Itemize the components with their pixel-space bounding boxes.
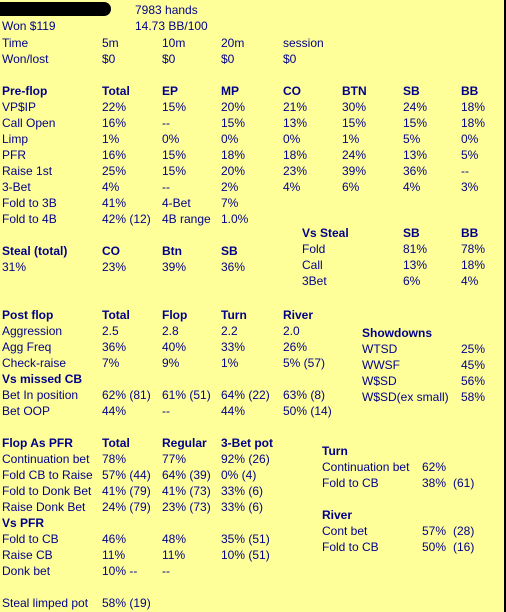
- preflop-stat-value: 16%: [102, 148, 127, 162]
- vs-pfr-stat-label: Fold to CB: [2, 532, 59, 546]
- wonlost-session: $0: [283, 52, 297, 66]
- fold-to-3b-label: Fold to 3B: [2, 196, 57, 210]
- flop-pfr-stat-value: 0% (4): [221, 468, 257, 482]
- flop-pfr-stat-value: 92% (26): [221, 452, 270, 466]
- river-stat-value: 57%: [422, 524, 447, 538]
- preflop-stat-value: 24%: [342, 148, 367, 162]
- flop-pfr-col-regular: Regular: [162, 436, 207, 450]
- showdown-stat-label: WWSF: [362, 358, 400, 372]
- flop-pfr-stat-value: 24% (79): [102, 500, 151, 514]
- preflop-stat-value: --: [162, 180, 170, 194]
- postflop-stat-value: 2.8: [162, 324, 179, 338]
- flop-pfr-stat-label: Raise Donk Bet: [2, 500, 86, 514]
- preflop-stat-value: 0%: [221, 132, 239, 146]
- vs-pfr-stat-value: 48%: [162, 532, 187, 546]
- steal-col-co: CO: [102, 244, 120, 258]
- river-stat-value: (28): [453, 524, 475, 538]
- postflop-stat-value: 33%: [221, 340, 246, 354]
- missed-cb-stat-value: 50% (14): [283, 404, 332, 418]
- preflop-stat-label: Raise 1st: [2, 164, 53, 178]
- vs-pfr-stat-value: 35% (51): [221, 532, 270, 546]
- postflop-stat-label: Agg Freq: [2, 340, 52, 354]
- preflop-stat-value: 13%: [283, 116, 308, 130]
- postflop-stat-value: 1%: [221, 356, 239, 370]
- won-amount: Won $119: [2, 19, 56, 33]
- vs-pfr-stat-value: --: [162, 564, 170, 578]
- preflop-col-btn: BTN: [342, 84, 367, 98]
- wonlost-10m: $0: [162, 52, 176, 66]
- preflop-stat-value: 22%: [102, 100, 127, 114]
- postflop-stat-value: 9%: [162, 356, 180, 370]
- preflop-col-sb: SB: [403, 84, 420, 98]
- vs-steal-col-sb: SB: [403, 226, 420, 240]
- turn-stat-value: 62%: [422, 460, 447, 474]
- preflop-stat-label: Call Open: [2, 116, 56, 130]
- river-stat-label: Fold to CB: [322, 540, 379, 554]
- steal-total-value: 31%: [2, 260, 27, 274]
- flop-as-pfr-header: Flop As PFR: [2, 436, 73, 450]
- preflop-stat-label: PFR: [2, 148, 26, 162]
- flop-pfr-stat-value: 57% (44): [102, 468, 151, 482]
- preflop-stat-value: 18%: [221, 148, 246, 162]
- vs-steal-stat-value: 6%: [403, 274, 421, 288]
- vs-missed-cb-header: Vs missed CB: [2, 372, 83, 386]
- postflop-stat-value: 7%: [102, 356, 120, 370]
- flop-pfr-stat-value: 77%: [162, 452, 187, 466]
- steal-limped-label: Steal limped pot: [2, 596, 89, 610]
- showdown-stat-value: 45%: [461, 358, 486, 372]
- preflop-col-ep: EP: [162, 84, 179, 98]
- preflop-stat-value: 20%: [221, 100, 246, 114]
- steal-limped-value: 58% (19): [102, 596, 151, 610]
- postflop-stat-value: 40%: [162, 340, 187, 354]
- fold-to-3b-value: 41%: [102, 196, 127, 210]
- turn-stat-label: Continuation bet: [322, 460, 410, 474]
- flop-pfr-stat-value: 33% (6): [221, 500, 264, 514]
- showdowns-header: Showdowns: [362, 326, 432, 340]
- preflop-stat-value: 1%: [102, 132, 120, 146]
- steal-co-value: 23%: [102, 260, 127, 274]
- missed-cb-stat-value: 44%: [102, 404, 127, 418]
- missed-cb-stat-value: 64% (22): [221, 388, 270, 402]
- steal-sb-value: 36%: [221, 260, 246, 274]
- preflop-stat-value: 39%: [342, 164, 367, 178]
- showdown-stat-label: W$SD: [362, 374, 397, 388]
- preflop-stat-value: 4%: [102, 180, 120, 194]
- postflop-stat-label: Check-raise: [2, 356, 67, 370]
- four-bet-value: 7%: [221, 196, 239, 210]
- river-stat-value: (16): [453, 540, 475, 554]
- preflop-stat-value: 20%: [221, 164, 246, 178]
- postflop-stat-value: 2.2: [221, 324, 238, 338]
- postflop-col-river: River: [283, 308, 314, 322]
- vs-pfr-stat-value: 10% --: [102, 564, 138, 578]
- steal-col-btn: Btn: [162, 244, 182, 258]
- steal-btn-value: 39%: [162, 260, 187, 274]
- time-col-5m: 5m: [102, 36, 119, 50]
- preflop-stat-value: 3%: [461, 180, 479, 194]
- preflop-stat-value: 0%: [283, 132, 301, 146]
- postflop-header: Post flop: [2, 308, 54, 322]
- preflop-stat-value: 21%: [283, 100, 308, 114]
- preflop-stat-label: Limp: [2, 132, 29, 146]
- wonlost-5m: $0: [102, 52, 116, 66]
- preflop-stat-value: 2%: [221, 180, 239, 194]
- preflop-stat-value: 15%: [162, 164, 187, 178]
- showdown-stat-label: WTSD: [362, 342, 398, 356]
- preflop-stat-value: 18%: [461, 100, 486, 114]
- fold-to-4b-value: 42% (12): [102, 212, 151, 226]
- vs-steal-stat-label: Fold: [302, 242, 326, 256]
- preflop-stat-value: 15%: [403, 116, 428, 130]
- preflop-stat-value: 5%: [461, 148, 479, 162]
- showdown-stat-value: 25%: [461, 342, 486, 356]
- preflop-stat-value: 36%: [403, 164, 428, 178]
- preflop-stat-value: 24%: [403, 100, 428, 114]
- flop-pfr-stat-value: 23% (73): [162, 500, 211, 514]
- vs-pfr-stat-label: Donk bet: [2, 564, 51, 578]
- postflop-stat-value: 5% (57): [283, 356, 326, 370]
- turn-header: Turn: [322, 444, 348, 458]
- bb-per-100: 14.73 BB/100: [135, 19, 208, 33]
- preflop-stat-value: 15%: [162, 100, 187, 114]
- hands-count: 7983 hands: [135, 3, 198, 17]
- vs-steal-stat-value: 81%: [403, 242, 428, 256]
- time-label: Time: [2, 36, 29, 50]
- flop-pfr-stat-value: 78%: [102, 452, 127, 466]
- steal-col-sb: SB: [221, 244, 238, 258]
- flop-pfr-col-3bet: 3-Bet pot: [221, 436, 273, 450]
- four-bet-label: 4-Bet: [162, 196, 191, 210]
- turn-stat-value: 38%: [422, 476, 447, 490]
- wonlost-label: Won/lost: [2, 52, 49, 66]
- flop-pfr-col-total: Total: [102, 436, 130, 450]
- missed-cb-stat-value: 63% (8): [283, 388, 326, 402]
- four-bet-range-value: 1.0%: [221, 212, 249, 226]
- preflop-col-co: CO: [283, 84, 301, 98]
- postflop-stat-value: 2.0: [283, 324, 300, 338]
- postflop-stat-value: 2.5: [102, 324, 119, 338]
- steal-header: Steal (total): [2, 244, 68, 258]
- flop-pfr-stat-value: 41% (79): [102, 484, 151, 498]
- vs-steal-stat-value: 78%: [461, 242, 486, 256]
- flop-pfr-stat-value: 41% (73): [162, 484, 211, 498]
- wonlost-20m: $0: [221, 52, 235, 66]
- time-col-10m: 10m: [162, 36, 186, 50]
- vs-steal-header: Vs Steal: [302, 226, 349, 240]
- vs-pfr-stat-value: 46%: [102, 532, 127, 546]
- flop-pfr-stat-value: 33% (6): [221, 484, 264, 498]
- vs-pfr-stat-value: 11%: [102, 548, 126, 562]
- preflop-stat-value: 30%: [342, 100, 367, 114]
- preflop-col-total: Total: [102, 84, 130, 98]
- preflop-stat-value: 15%: [221, 116, 246, 130]
- preflop-stat-value: 5%: [403, 132, 421, 146]
- postflop-col-flop: Flop: [162, 308, 188, 322]
- vs-steal-col-bb: BB: [461, 226, 479, 240]
- preflop-stat-value: 15%: [342, 116, 367, 130]
- turn-stat-label: Fold to CB: [322, 476, 379, 490]
- preflop-stat-value: 0%: [461, 132, 479, 146]
- four-bet-range-label: 4B range: [162, 212, 211, 226]
- flop-pfr-stat-value: 64% (39): [162, 468, 211, 482]
- preflop-stat-value: 4%: [283, 180, 301, 194]
- postflop-stat-value: 36%: [102, 340, 127, 354]
- preflop-stat-label: VP$IP: [2, 100, 37, 114]
- vs-steal-stat-value: 13%: [403, 258, 428, 272]
- time-col-20m: 20m: [221, 36, 245, 50]
- vs-pfr-stat-value: 10% (51): [221, 548, 270, 562]
- preflop-stat-label: 3-Bet: [2, 180, 31, 194]
- vs-steal-stat-label: Call: [302, 258, 323, 272]
- missed-cb-stat-value: 62% (81): [102, 388, 151, 402]
- missed-cb-stat-label: Bet In position: [2, 388, 79, 402]
- preflop-stat-value: 0%: [162, 132, 180, 146]
- river-stat-value: 50%: [422, 540, 447, 554]
- preflop-stat-value: 1%: [342, 132, 360, 146]
- vs-pfr-header: Vs PFR: [2, 516, 45, 530]
- preflop-stat-value: 25%: [102, 164, 127, 178]
- flop-pfr-stat-label: Continuation bet: [2, 452, 90, 466]
- vs-steal-stat-value: 4%: [461, 274, 479, 288]
- redacted-player-name: [0, 2, 111, 16]
- fold-to-4b-label: Fold to 4B: [2, 212, 57, 226]
- postflop-col-turn: Turn: [221, 308, 247, 322]
- flop-pfr-stat-label: Fold to Donk Bet: [2, 484, 92, 498]
- flop-pfr-stat-label: Fold CB to Raise: [2, 468, 93, 482]
- showdown-stat-value: 56%: [461, 374, 486, 388]
- preflop-stat-value: 18%: [461, 116, 486, 130]
- vs-steal-stat-label: 3Bet: [302, 274, 327, 288]
- turn-stat-value: (61): [453, 476, 475, 490]
- missed-cb-stat-value: --: [162, 404, 170, 418]
- postflop-stat-label: Aggression: [2, 324, 63, 338]
- showdown-stat-label: W$SD(ex small): [362, 390, 449, 404]
- preflop-stat-value: 6%: [342, 180, 360, 194]
- vs-pfr-stat-value: 11%: [162, 548, 186, 562]
- preflop-stat-value: 23%: [283, 164, 308, 178]
- preflop-header: Pre-flop: [2, 84, 48, 98]
- preflop-stat-value: 13%: [403, 148, 428, 162]
- preflop-col-bb: BB: [461, 84, 479, 98]
- time-col-session: session: [283, 36, 324, 50]
- preflop-stat-value: 16%: [102, 116, 127, 130]
- river-stat-label: Cont bet: [322, 524, 368, 538]
- vs-pfr-stat-label: Raise CB: [2, 548, 53, 562]
- missed-cb-stat-value: 44%: [221, 404, 246, 418]
- preflop-stat-value: --: [162, 116, 170, 130]
- missed-cb-stat-label: Bet OOP: [2, 404, 51, 418]
- preflop-stat-value: 4%: [403, 180, 421, 194]
- preflop-stat-value: 18%: [283, 148, 308, 162]
- preflop-stat-value: --: [461, 164, 469, 178]
- river-header: River: [322, 508, 353, 522]
- vs-steal-stat-value: 18%: [461, 258, 486, 272]
- preflop-stat-value: 15%: [162, 148, 187, 162]
- missed-cb-stat-value: 61% (51): [162, 388, 211, 402]
- showdown-stat-value: 58%: [461, 390, 486, 404]
- postflop-stat-value: 26%: [283, 340, 308, 354]
- postflop-col-total: Total: [102, 308, 130, 322]
- preflop-col-mp: MP: [221, 84, 239, 98]
